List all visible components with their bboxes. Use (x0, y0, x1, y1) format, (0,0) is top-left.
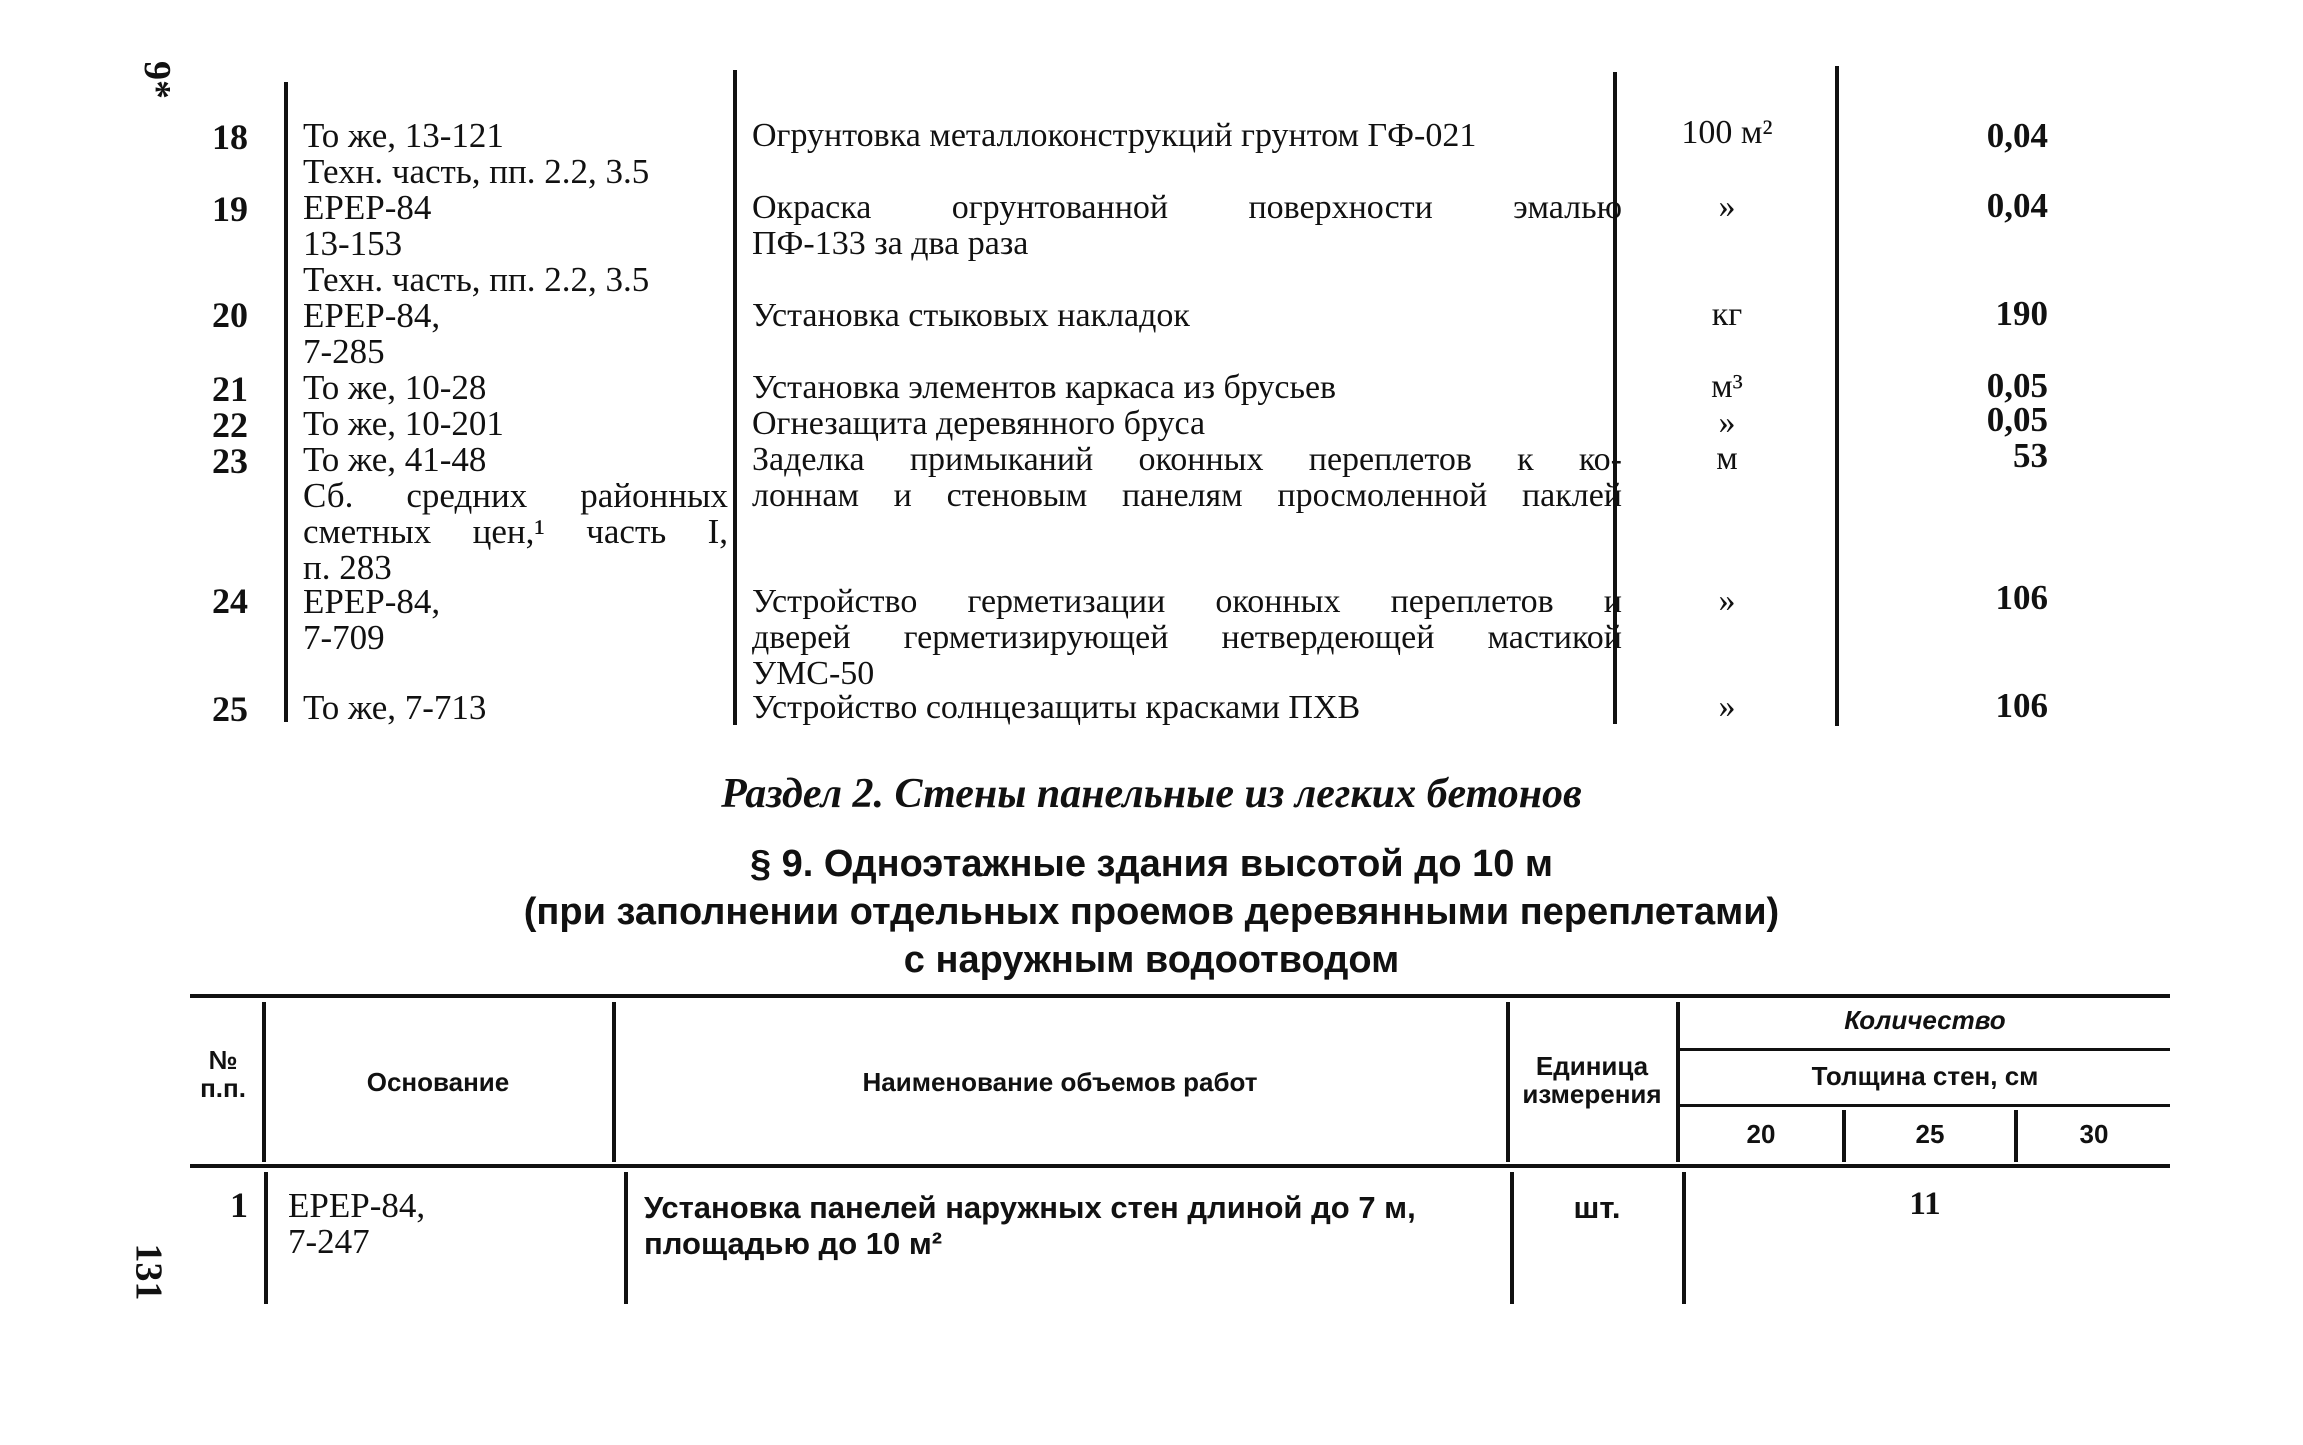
header-t20: 20 (1746, 1119, 1776, 1149)
header-no-line-1: № (208, 1045, 238, 1075)
row-basis: То же, 10-28 (303, 368, 487, 407)
row-number: 22 (212, 405, 248, 445)
row-basis: ЕРЕР-84, (303, 296, 441, 335)
row-number: 21 (212, 369, 248, 409)
row-work: Установка элементов каркаса из брусьев (752, 369, 1337, 406)
header-no (188, 1046, 258, 1102)
row-number: 19 (212, 189, 248, 229)
row-basis: Сб. средних районных (303, 476, 728, 515)
row-basis: 7-709 (303, 618, 385, 657)
row-number: 23 (212, 441, 248, 481)
lower-row-work: Установка панелей наружных стен длиной до 7 м, (644, 1190, 1416, 1225)
paragraph-title-line-2: (при заполнении отдельных проемов деревянными переплетами) (523, 891, 1780, 933)
row-unit: 100 м² (1681, 114, 1773, 151)
row-basis: сметных цен,¹ часть I, (303, 512, 728, 551)
row-number: 24 (212, 581, 248, 621)
row-unit: » (1718, 404, 1736, 441)
lower-body-col-line-2 (624, 1172, 628, 1304)
header-unit-line-1: Единица (1535, 1051, 1649, 1081)
row-qty: 106 (1995, 686, 2048, 725)
upper-col-line-2 (733, 70, 737, 725)
row-number: 20 (212, 295, 248, 335)
row-unit: м³ (1711, 368, 1743, 405)
row-unit: м (1716, 440, 1738, 477)
row-basis: То же, 13-121 (303, 116, 504, 155)
row-number: 18 (212, 117, 248, 157)
row-number: 25 (212, 689, 248, 729)
header-basis: Основание (366, 1067, 510, 1097)
header-t25: 25 (1915, 1119, 1945, 1149)
header-no-line-2: п.п. (200, 1073, 246, 1103)
row-basis: То же, 41-48 (303, 440, 487, 479)
row-basis: Техн. часть, пп. 2.2, 3.5 (303, 260, 650, 299)
row-unit: » (1718, 582, 1736, 619)
row-basis: п. 283 (303, 548, 392, 587)
row-qty: 0,04 (1986, 186, 2048, 225)
row-work: Огрунтовка металлоконструкций грунтом ГФ-021 (752, 117, 1477, 154)
upper-col-line-4 (1835, 66, 1839, 726)
qty-header-rule (1680, 1048, 2170, 1051)
row-work: ПФ-133 за два раза (752, 225, 1029, 262)
header-unit-line-2: измерения (1522, 1079, 1662, 1109)
row-basis: 13-153 (303, 224, 403, 263)
lower-table-header-rule (190, 1164, 2170, 1168)
row-work: лоннам и стеновым панелям просмоленной паклей (752, 477, 1622, 514)
lower-row-unit: шт. (1573, 1190, 1621, 1225)
row-basis: ЕРЕР-84 (303, 188, 432, 227)
row-work: УМС-50 (752, 655, 875, 692)
row-qty: 0,04 (1986, 116, 2048, 155)
top-side-mark: 9* (136, 61, 178, 99)
row-qty: 106 (1995, 578, 2048, 617)
row-basis: То же, 7-713 (303, 688, 487, 727)
lower-row-number: 1 (230, 1185, 248, 1225)
header-qty: Количество (1844, 1005, 2006, 1035)
row-basis: То же, 10-201 (303, 404, 504, 443)
upper-col-line-1 (284, 82, 288, 722)
lower-body-col-line-1 (264, 1172, 268, 1304)
paragraph-title-line-1: § 9. Одноэтажные здания высотой до 10 м (749, 843, 1554, 885)
row-qty: 0,05 (1986, 400, 2048, 439)
lower-table-top-rule (190, 994, 2170, 998)
header-unit (1510, 1052, 1674, 1108)
row-basis: 7-285 (303, 332, 385, 371)
row-work: Окраска огрунтованной поверхности эмалью (752, 189, 1622, 226)
row-work: Устройство солнцезащиты красками ПХВ (752, 689, 1361, 726)
row-unit: » (1718, 688, 1736, 725)
row-work: Устройство герметизации оконных переплетов и (752, 583, 1622, 620)
lower-header-col-line-2 (612, 1002, 616, 1162)
row-qty: 0,05 (1986, 366, 2048, 405)
header-work: Наименование объемов работ (862, 1067, 1258, 1097)
header-t30: 30 (2079, 1119, 2109, 1149)
lower-row-qty: 11 (1909, 1186, 1941, 1222)
lower-row-work: площадью до 10 м² (644, 1226, 943, 1261)
section-title: Раздел 2. Стены панельные из легких бетонов (721, 771, 1582, 817)
row-work: Заделка примыканий оконных переплетов к ко- (752, 441, 1622, 478)
page-number: 131 (127, 1243, 170, 1301)
row-basis: Техн. часть, пп. 2.2, 3.5 (303, 152, 650, 191)
lower-header-col-line-1 (262, 1002, 266, 1162)
paragraph-title-line-3: с наружным водоотводом (903, 939, 1400, 981)
lower-row-basis: 7-247 (288, 1222, 370, 1261)
header-thickness: Толщина стен, см (1811, 1061, 2039, 1091)
thickness-header-rule (1680, 1104, 2170, 1107)
row-work: Огнезащита деревянного бруса (752, 405, 1206, 442)
row-work: Установка стыковых накладок (752, 297, 1190, 334)
row-unit: » (1718, 188, 1736, 225)
row-qty: 190 (1995, 294, 2048, 333)
row-unit: кг (1711, 296, 1743, 333)
row-qty: 53 (2013, 436, 2048, 475)
row-work: дверей герметизирующей нетвердеющей мастикой (752, 619, 1622, 656)
row-basis: ЕРЕР-84, (303, 582, 441, 621)
lower-row-basis: ЕРЕР-84, (288, 1186, 426, 1225)
